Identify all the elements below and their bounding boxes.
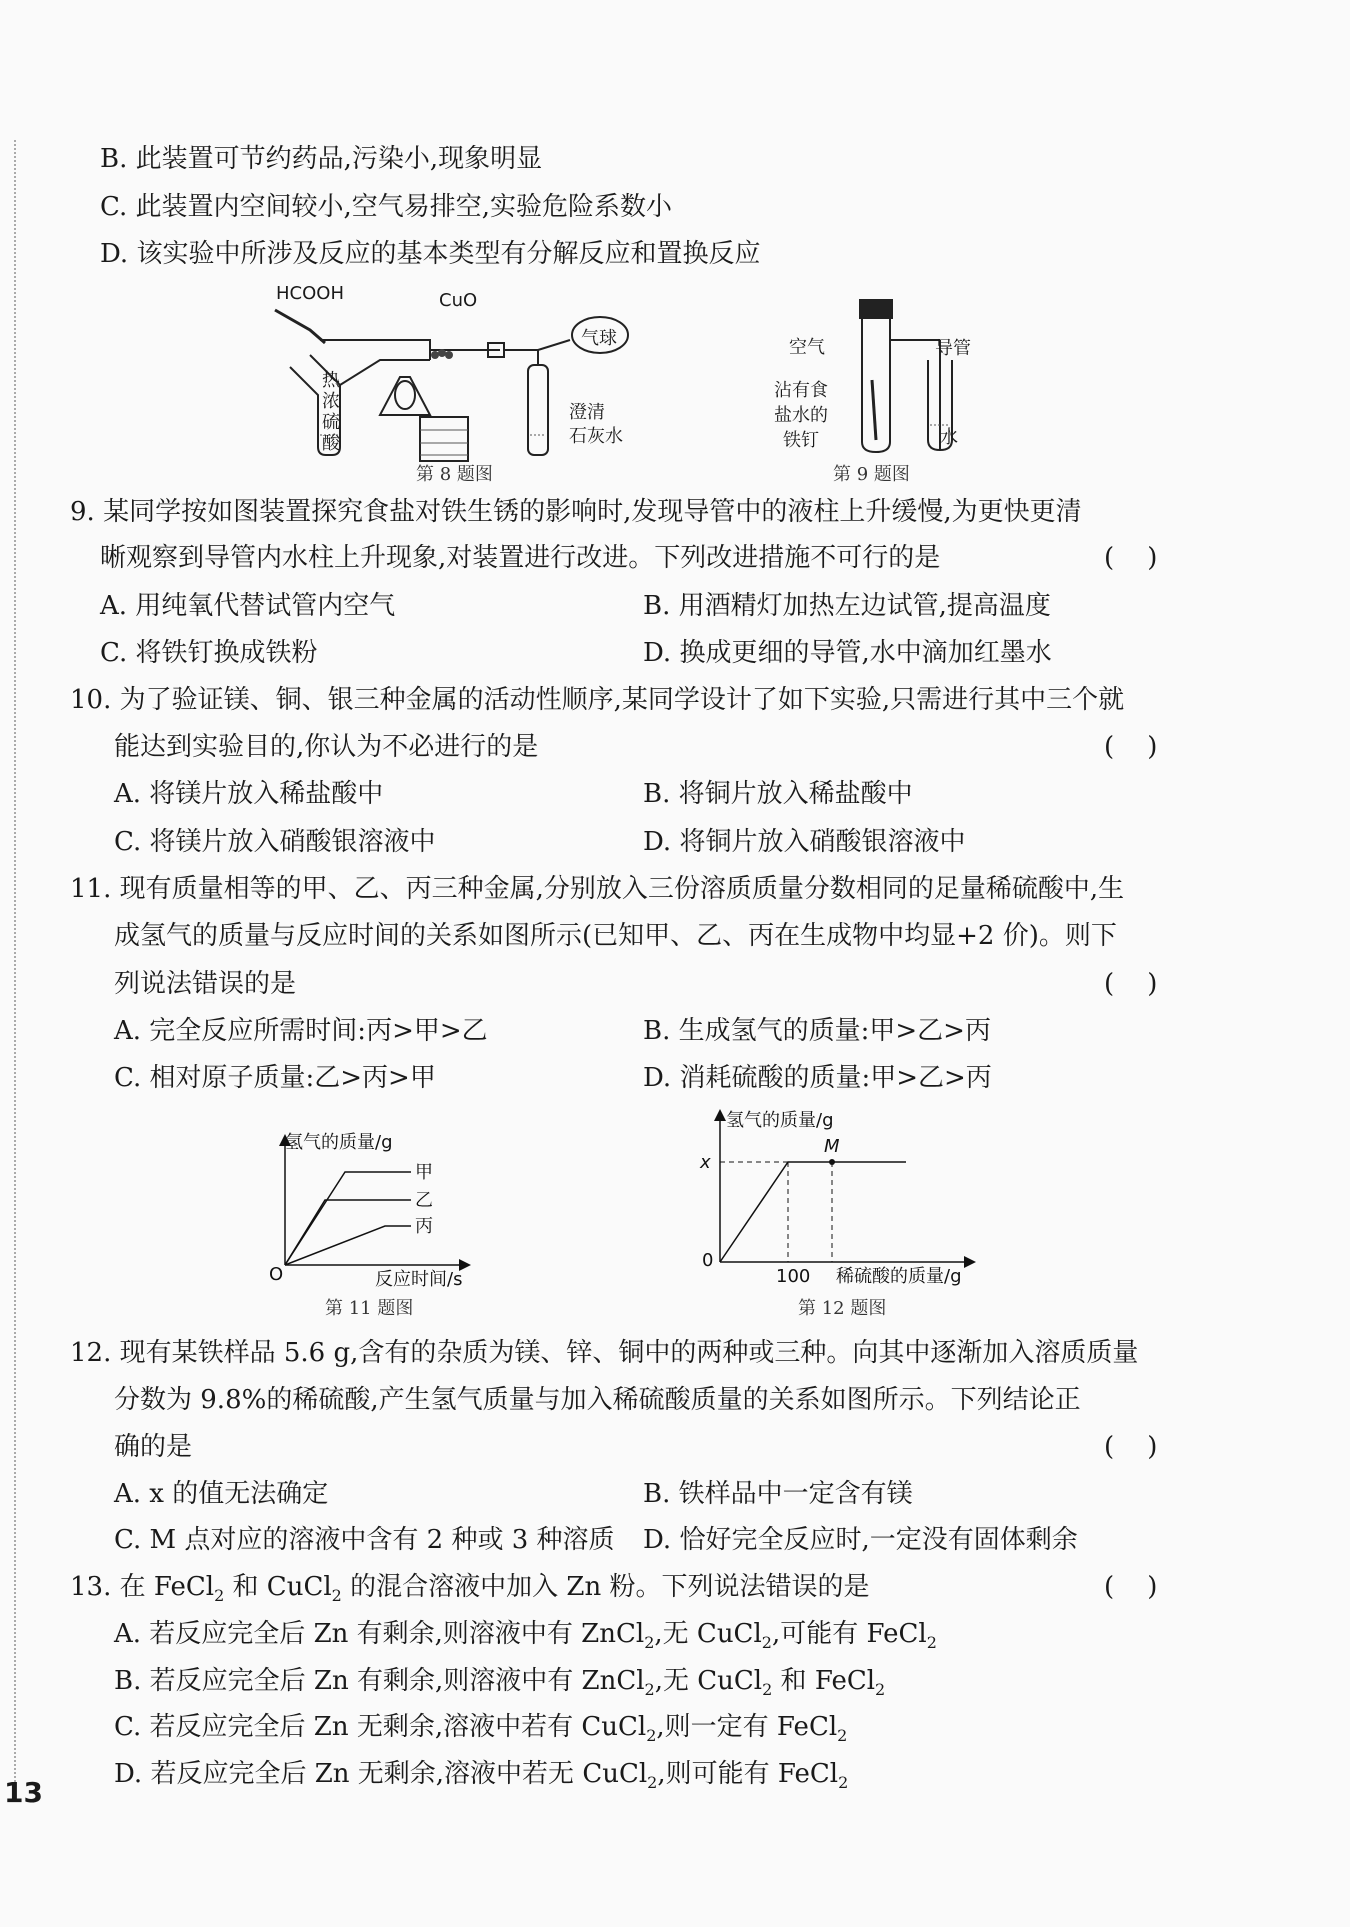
q11-stem-1: 11. 现有质量相等的甲、乙、丙三种金属,分别放入三份溶质质量分数相同的足量稀硫酸中,生: [70, 874, 1125, 904]
q12-stem-3: 确的是: [114, 1432, 193, 1462]
chart12-ytick-x: x: [700, 1152, 711, 1173]
chart11-series-bing: 丙: [415, 1216, 433, 1237]
q12-option-a: A. x 的值无法确定: [114, 1479, 329, 1509]
q9-option-a: A. 用纯氧代替试管内空气: [100, 591, 396, 621]
q8-option-b: B. 此装置可节约药品,污染小,现象明显: [100, 144, 543, 174]
q10-answer-bracket: ( ): [1104, 732, 1158, 762]
chart12-xlabel: 稀硫酸的质量/g: [836, 1266, 962, 1287]
q11-option-a: A. 完全反应所需时间:丙>甲>乙: [114, 1016, 488, 1046]
q12-option-c: C. M 点对应的溶液中含有 2 种或 3 种溶质: [114, 1525, 615, 1555]
chart-11: [265, 1130, 495, 1290]
label-nail-3: 铁钉: [783, 430, 819, 451]
q10-option-b: B. 将铜片放入稀盐酸中: [643, 779, 913, 809]
label-conc-acid: 热 浓 硫 酸: [322, 370, 340, 454]
q13-answer-bracket: ( ): [1104, 1572, 1158, 1602]
label-limewater-2: 石灰水: [569, 426, 623, 447]
q13-option-c: C. 若反应完全后 Zn 无剩余,溶液中若有 CuCl$_2$,则一定有 FeCl$_2$: [114, 1712, 848, 1746]
chart11-ylabel: 氢气的质量/g: [285, 1132, 393, 1153]
q11-stem-3: 列说法错误的是: [114, 969, 297, 999]
series-bing-line: [285, 1226, 411, 1265]
chart11-series-jia: 甲: [415, 1162, 433, 1183]
chart-12: [700, 1110, 1000, 1287]
margin-dotted-line: [14, 140, 16, 1790]
q13-stem: 13. 在 FeCl$_2$ 和 CuCl$_2$ 的混合溶液中加入 Zn 粉。下列说法错误的是: [70, 1572, 870, 1606]
q8-option-c: C. 此装置内空间较小,空气易排空,实验危险系数小: [100, 192, 673, 222]
q9-option-c: C. 将铁钉换成铁粉: [100, 638, 318, 668]
q11-answer-bracket: ( ): [1104, 969, 1158, 999]
q9-option-b: B. 用酒精灯加热左边试管,提高温度: [643, 591, 1051, 621]
q8-option-d: D. 该实验中所涉及反应的基本类型有分解反应和置换反应: [100, 239, 761, 269]
q13-option-b: B. 若反应完全后 Zn 有剩余,则溶液中有 ZnCl$_2$,无 CuCl$_2$ 和 FeCl$_2$: [114, 1666, 886, 1700]
h2-line: [720, 1162, 906, 1262]
q11-option-d: D. 消耗硫酸的质量:甲>乙>丙: [643, 1063, 992, 1093]
chart12-point-m: M: [824, 1136, 840, 1157]
chart11-series-yi: 乙: [415, 1190, 433, 1211]
label-balloon: 气球: [581, 328, 617, 349]
chart12-origin: 0: [702, 1250, 714, 1271]
q12-stem-2: 分数为 9.8%的稀硫酸,产生氢气质量与加入稀硫酸质量的关系如图所示。下列结论正: [114, 1385, 1081, 1415]
label-air: 空气: [789, 337, 825, 358]
figure-8-caption: 第 8 题图: [416, 464, 493, 485]
q9-stem-1: 9. 某同学按如图装置探究食盐对铁生锈的影响时,发现导管中的液柱上升缓慢,为更快更清: [70, 497, 1082, 527]
q11-option-c: C. 相对原子质量:乙>丙>甲: [114, 1063, 436, 1093]
chart12-ylabel: 氢气的质量/g: [726, 1110, 834, 1131]
q11-stem-2: 成氢气的质量与反应时间的关系如图所示(已知甲、乙、丙在生成物中均显+2 价)。则下: [114, 921, 1117, 951]
chart12-xtick-100: 100: [776, 1266, 811, 1287]
q10-stem-2: 能达到实验目的,你认为不必进行的是: [114, 732, 539, 762]
q12-option-b: B. 铁样品中一定含有镁: [643, 1479, 913, 1509]
q13-option-a: A. 若反应完全后 Zn 有剩余,则溶液中有 ZnCl$_2$,无 CuCl$_2$,可能有 FeCl$_2$: [114, 1619, 937, 1653]
q10-option-a: A. 将镁片放入稀盐酸中: [114, 779, 384, 809]
q10-option-d: D. 将铜片放入硝酸银溶液中: [643, 827, 966, 857]
label-hcooh: HCOOH: [276, 283, 344, 304]
chart-12-caption: 第 12 题图: [798, 1298, 887, 1319]
series-jia-line: [285, 1172, 411, 1265]
label-water: 水: [940, 427, 958, 448]
chart11-xlabel: 反应时间/s: [375, 1269, 463, 1290]
q10-option-c: C. 将镁片放入硝酸银溶液中: [114, 827, 436, 857]
label-nail-2: 盐水的: [774, 405, 828, 426]
q9-option-d: D. 换成更细的导管,水中滴加红墨水: [643, 638, 1052, 668]
q9-stem-2: 晰观察到导管内水柱上升现象,对装置进行改进。下列改进措施不可行的是: [100, 543, 941, 573]
q11-option-b: B. 生成氢气的质量:甲>乙>丙: [643, 1016, 991, 1046]
label-cuo: CuO: [439, 290, 478, 311]
q12-stem-1: 12. 现有某铁样品 5.6 g,含有的杂质为镁、锌、铜中的两种或三种。向其中逐渐加入溶质质量: [70, 1338, 1139, 1368]
q10-stem-1: 10. 为了验证镁、铜、银三种金属的活动性顺序,某同学设计了如下实验,只需进行其中三个就: [70, 685, 1125, 715]
chart11-origin: O: [269, 1264, 284, 1285]
page-number: 13: [4, 1776, 43, 1809]
label-nail-1: 沾有食: [774, 380, 828, 401]
label-limewater-1: 澄清: [569, 402, 605, 423]
chart-11-caption: 第 11 题图: [325, 1298, 414, 1319]
q12-option-d: D. 恰好完全反应时,一定没有固体剩余: [643, 1525, 1078, 1555]
q12-answer-bracket: ( ): [1104, 1432, 1158, 1462]
point-m: [829, 1159, 835, 1165]
q13-option-d: D. 若反应完全后 Zn 无剩余,溶液中若无 CuCl$_2$,则可能有 FeCl$_2$: [114, 1759, 849, 1793]
figure-9-caption: 第 9 题图: [833, 464, 910, 485]
q9-answer-bracket: ( ): [1104, 543, 1158, 573]
series-yi-line: [285, 1200, 411, 1265]
label-tube: 导管: [935, 338, 971, 359]
